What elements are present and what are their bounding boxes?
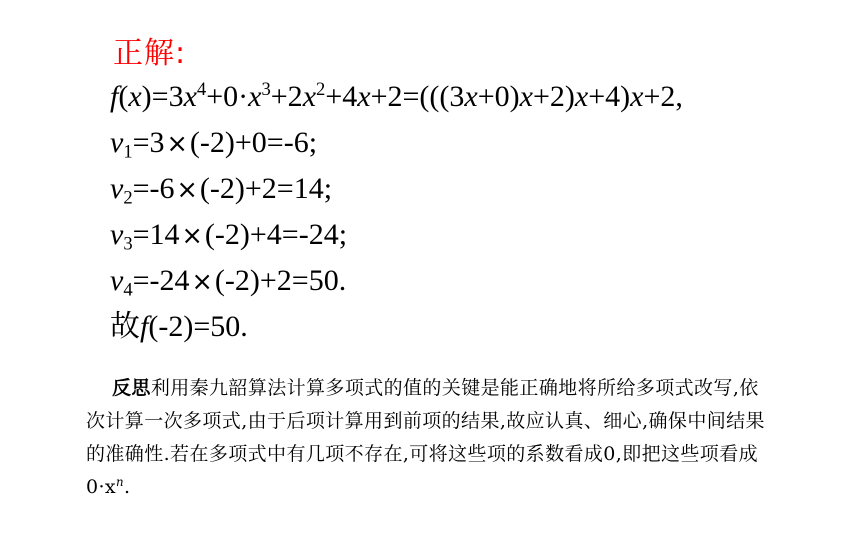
reflection-end: . — [124, 476, 131, 498]
step-v1: $v_1=3\times(-2)+0=-6$; — [110, 126, 318, 163]
reflection-paragraph — [86, 372, 770, 504]
step-v3: $v_3=14\times(-2)+4=-24$; — [110, 218, 348, 255]
polynomial-formula: $f(x)=3x^4+0\cdot x^3+2x^2+4x+2=(((3x+0)x+2)x+4)x+2$, — [110, 78, 683, 113]
step-v2: $v_2=-6\times(-2)+2=14$; — [110, 172, 333, 209]
step-v4: $v_4=-24\times(-2)+2=50$. — [110, 264, 347, 301]
conclusion: 故f(-2)=50. — [110, 310, 248, 343]
reflection-keyword: 反思 — [112, 377, 151, 399]
reflection-text: 利用秦九韶算法计算多项式的值的关键是能正确地将所给多项式改写,依次计算一次多项式,由于后项计算用到前项的结果,故应认真、细心,确保中间结果的准确性.若在多项式中有几项不存在,可将这些项的系数看成0,即把这些项看成0·x — [86, 377, 765, 498]
solution-heading: 正解: — [113, 36, 187, 71]
reflection-exponent: n — [116, 474, 125, 489]
